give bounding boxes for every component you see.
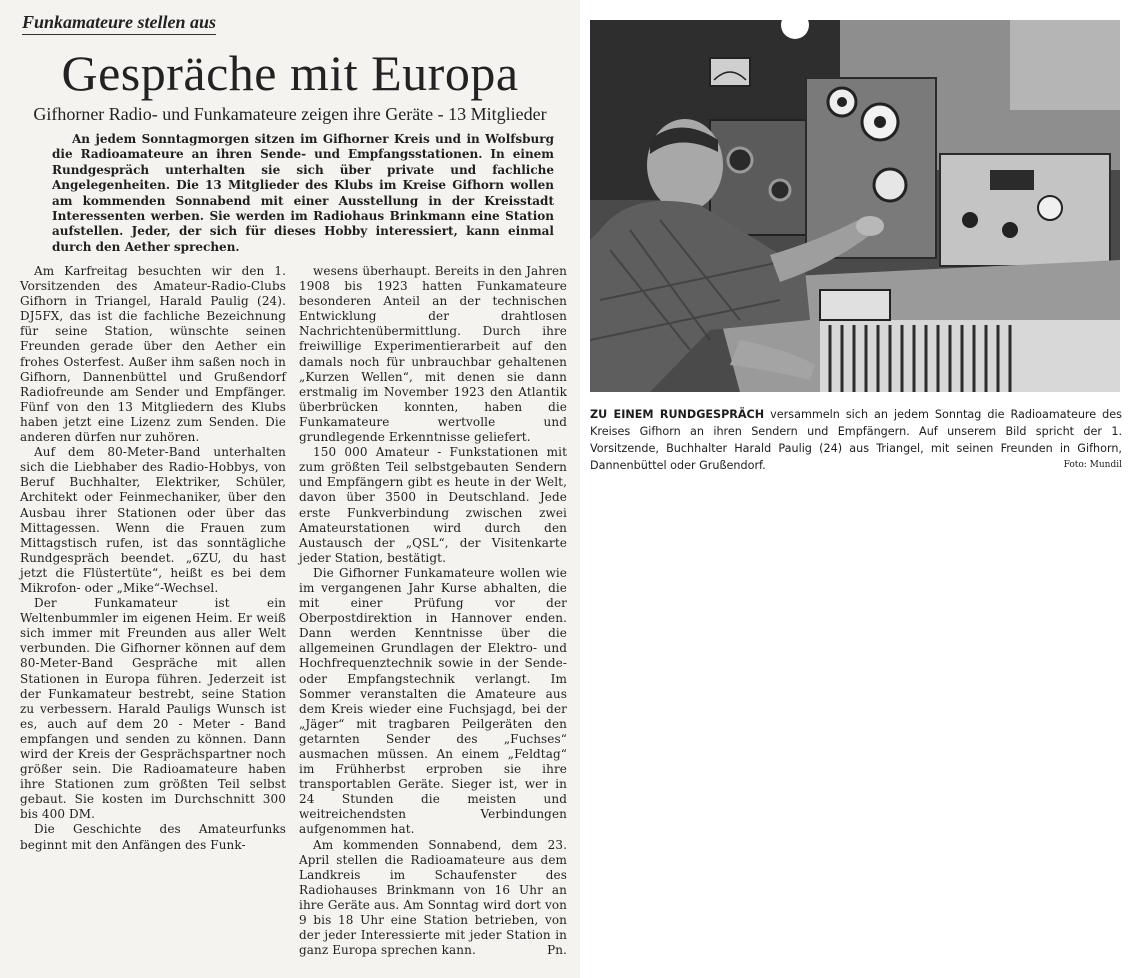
paragraph: wesens überhaupt. Bereits in den Jahren 1908 bis 1923 hatten Funkamateure besonderen Anteil an der technischen Entwicklung der drahtlosen Nachrichtenübermittlung. Durch ihre freiwillige Experimentierarbeit auf den damals noch für unbrauchbar gehaltenen „Kurzen Wellen“, mit denen sie dann erstmalig im November 1923 den Atlantik überbrücken konnten, haben die Funkamateure wertvolle und grundlegende Erkenntnisse geliefert. <box>299 264 567 445</box>
paragraph-text: Am kommenden Sonnabend, dem 23. April stellen die Radioamateure aus dem Landkreis im Schaufenster des Radiohauses Brinkmann von 16 Uhr an ihre Geräte aus. Am Sonntag wird dort von 9 bis 18 Uhr eine Station betrieben, von der jeder Interessierte mit jeder Station in ganz Europa sprechen kann. <box>299 837 567 958</box>
article-column-2 <box>299 264 567 958</box>
paragraph: Die Geschichte des Amateurfunks beginnt mit den Anfängen des Funk- <box>20 822 286 852</box>
paragraph: Die Gifhorner Funkamateure wollen wie im vergangenen Jahr Kurse abhalten, die mit einer Prüfung vor der Oberpostdirektion in Hannover enden. Dann werden Kenntnisse über die allgemeinen Grundlagen der Elektro- und Hochfrequenztechnik sowie in der Sende- oder Empfangstechnik verlangt. Im Sommer veranstalten die Amateure aus dem Kreis wieder eine Fuchsjagd, bei der „Jäger“ mit tragbaren Peilgeräten den getarnten Sender des „Fuchses“ ausmachen müssen. An einem „Feldtag“ im Frühherbst erproben sie ihre transportablen Geräte. Sieger ist, wer in 24 Stunden die meisten und weitreichendsten Verbindungen aufgenommen hat. <box>299 565 567 837</box>
photo-caption <box>590 406 1122 474</box>
news-photo <box>590 20 1120 392</box>
paragraph: Auf dem 80-Meter-Band unterhalten sich die Liebhaber des Radio-Hobbys, von Beruf Buchhalter, Elektriker, Schüler, Architekt oder Feinmechaniker, über den Ausbau ihrer Stationen oder über das Mittagessen. Wenn die Frauen zum Mittagstisch rufen, ist das sonntägliche Rundgespräch beendet. „6ZU, du hast jetzt die Flüstertüte“, heißt es bei dem Mikrofon- oder „Mike“-Wechsel. <box>20 445 286 595</box>
paragraph: 150 000 Amateur - Funkstationen mit zum größten Teil selbstgebauten Sendern und Empfängern gibt es heute in der Welt, davon über 3500 in Deutschland. Jede erste Funkverbindung zwischen zwei Amateurstationen wird durch den Austausch der „QSL“, der Visitenkarte jeder Station, bestätigt. <box>299 445 567 565</box>
article-lead: An jedem Sonntagmorgen sitzen im Gifhorner Kreis und in Wolfsburg die Radioamateure an ihren Sende- und Empfangsstationen. In einem Rundgespräch unterhalten sie sich über private und fachliche Angelegenheiten. Die 13 Mitglieder des Klubs im Kreise Gifhorn wollen am kommenden Sonnabend mit einer Ausstellung in der Kreisstadt Interessenten werben. Sie werden im Radiohaus Brinkmann eine Station aufstellen. Jeder, der sich für dieses Hobby interessiert, kann einmal durch den Aether sprechen. <box>52 132 554 254</box>
author-signature: Pn. <box>547 943 567 958</box>
article-headline: Gespräche mit Europa <box>61 45 519 101</box>
photo-radio-operator <box>590 20 1120 392</box>
photo-credit: Foto: Mundil <box>1063 460 1122 470</box>
article-kicker: Funkamateure stellen aus <box>22 12 216 35</box>
caption-text: versammeln sich an jedem Sonntag die Radioamateure des Kreises Gifhorn an ihren Sendern und Empfängern. Auf unserem Bild spricht der 1. Vorsitzende, Buchhalter Harald Paulig (24) aus Triangel, mit seinen Freunden in Gifhorn, Dannenbüttel oder Grußendorf. <box>590 408 1122 472</box>
article-subheadline: Gifhorner Radio- und Funkamateure zeigen ihre Geräte - 13 Mitglieder <box>33 104 547 124</box>
caption-head: ZU EINEM RUNDGESPRÄCH <box>590 408 765 421</box>
paragraph <box>299 838 567 959</box>
paragraph: Am Karfreitag besuchten wir den 1. Vorsitzenden des Amateur-Radio-Clubs Gifhorn in Triangel, Harald Paulig (24). DJ5FX, das ist die fachliche Bezeichnung für seine Station, wünschte seinen Freunden gerade über den Aether ein frohes Osterfest. Außer ihm saßen noch in Gifhorn, Dannenbüttel und Grußendorf Radiofreunde am Sender und Empfänger. Fünf von den 13 Mitgliedern des Klubs haben jetzt eine Lizenz zum Senden. Die anderen dürfen nur zuhören. <box>20 264 286 445</box>
paragraph: Der Funkamateur ist ein Weltenbummler im eigenen Heim. Er weiß sich immer mit Freunden aus aller Welt verbunden. Die Gifhorner können auf dem 80-Meter-Band Gespräche mit allen Stationen in Europa führen. Jederzeit ist der Funkamateur bestrebt, seine Station zu verbessern. Harald Pauligs Wunsch ist es, auch auf dem 20 - Meter - Band empfangen und senden zu können. Dann wird der Kreis der Gesprächspartner noch größer sein. Die Radioamateure haben ihre Stationen zum größten Teil selbst gebaut. Sie kosten im Durchschnitt 300 bis 400 DM. <box>20 596 286 822</box>
article-column-1 <box>20 264 286 853</box>
